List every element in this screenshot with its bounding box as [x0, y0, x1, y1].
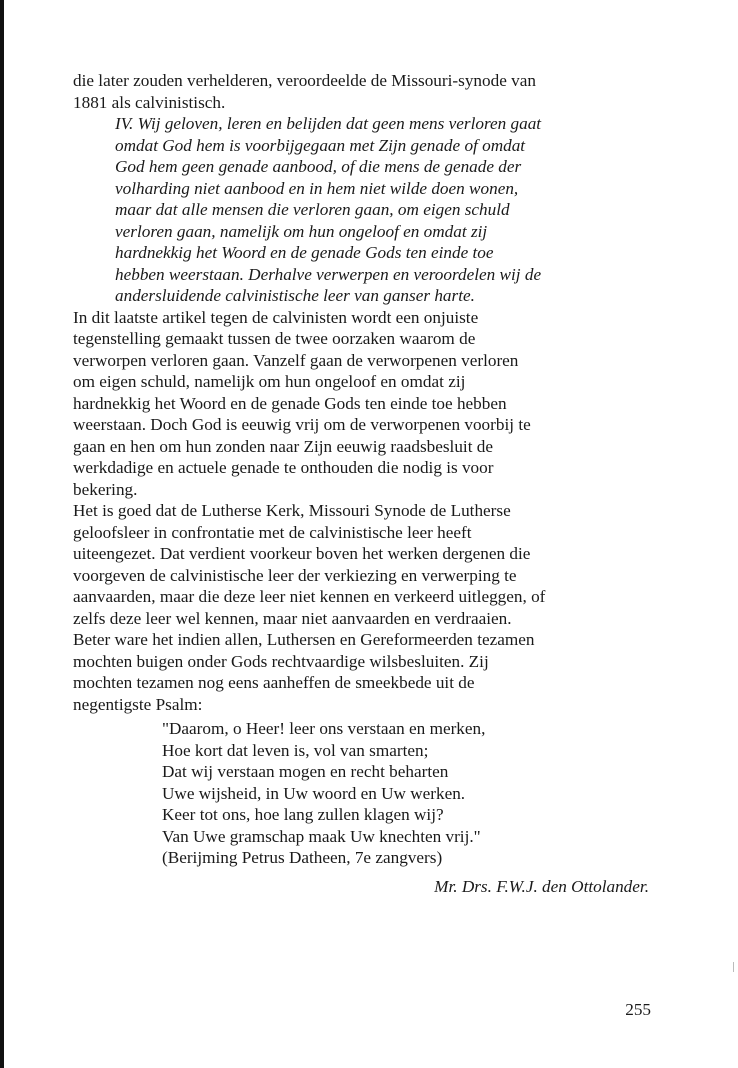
- poem-line: Dat wij verstaan mogen en recht beharten: [162, 762, 449, 781]
- text-line: andersluidende calvinistische leer van ganser harte.: [115, 286, 475, 305]
- text-line: hardnekkig het Woord en de genade Gods ten einde toe: [115, 243, 494, 262]
- text-line: verworpen verloren gaan. Vanzelf gaan de verworpenen verloren: [73, 350, 519, 370]
- text-line: aanvaarden, maar die deze leer niet kennen en verkeerd uitleggen, of: [73, 587, 546, 606]
- text-line: zelfs deze leer wel kennen, maar niet aanvaarden en verdraaien.: [73, 608, 512, 628]
- text-line: In dit laatste artikel tegen de calvinisten wordt een onjuiste: [73, 307, 479, 327]
- text-line: voorgeven de calvinistische leer der verkiezing en verwerping te: [73, 565, 517, 585]
- text-line: mochten buigen onder Gods rechtvaardige wilsbesluiten. Zij: [73, 651, 489, 671]
- article-iv-quote: [73, 113, 651, 307]
- text-line: negentigste Psalm:: [73, 694, 203, 714]
- poem-citation: (Berijming Petrus Datheen, 7e zangvers): [162, 848, 443, 867]
- text-line: werkdadige en actuele genade te onthouden die nodig is voor: [73, 458, 494, 477]
- text-line: hardnekkig het Woord en de genade Gods ten einde toe hebben: [73, 393, 507, 413]
- poem-line: "Daarom, o Heer! leer ons verstaan en merken,: [162, 719, 486, 738]
- text-line: mochten tezamen nog eens aanheffen de smeekbede uit de: [73, 673, 475, 692]
- text-line: volharding niet aanbood en in hem niet wilde doen wonen,: [115, 178, 519, 198]
- text-line: gaan en hen om hun zonden naar Zijn eeuwig raadsbesluit de: [73, 436, 493, 456]
- text-line: God hem geen genade aanbood, of die mens de genade der: [115, 157, 522, 176]
- poem-line: Keer tot ons, hoe lang zullen klagen wij?: [162, 805, 444, 824]
- poem-line: Van Uwe gramschap maak Uw knechten vrij.": [162, 826, 481, 846]
- text-line: uiteengezet. Dat verdient voorkeur boven het werken dergenen die: [73, 544, 531, 563]
- poem-line: Hoe kort dat leven is, vol van smarten;: [162, 740, 429, 760]
- paragraph-2: [73, 500, 651, 715]
- text-line: die later zouden verhelderen, veroordeelde de Missouri-synode van: [73, 71, 536, 90]
- psalm-quote: [73, 718, 651, 869]
- text-line: maar dat alle mensen die verloren gaan, om eigen schuld: [115, 200, 510, 219]
- poem-line: Uwe wijsheid, in Uw woord en Uw werken.: [162, 783, 466, 803]
- text-line: geloofsleer in confrontatie met de calvinistische leer heeft: [73, 522, 472, 542]
- text-line: Het is goed dat de Lutherse Kerk, Missouri Synode de Lutherse: [73, 501, 511, 520]
- text-line: hebben weerstaan. Derhalve verwerpen en veroordelen wij de: [115, 264, 542, 284]
- text-line: omdat God hem is voorbijgegaan met Zijn genade of omdat: [115, 135, 526, 155]
- page-body: [73, 70, 651, 897]
- author-signature: Mr. Drs. F.W.J. den Ottolander.: [434, 876, 649, 896]
- text-line: 1881 als calvinistisch.: [73, 92, 226, 112]
- paragraph-1: [73, 307, 651, 501]
- page-number: 255: [625, 1000, 651, 1019]
- intro-paragraph: [73, 70, 651, 113]
- text-line: weerstaan. Doch God is eeuwig vrij om de verworpenen voorbij te: [73, 415, 531, 434]
- text-line: Beter ware het indien allen, Luthersen en Gereformeerden tezamen: [73, 630, 535, 649]
- text-line: IV. Wij geloven, leren en belijden dat geen mens verloren gaat: [115, 114, 542, 133]
- text-line: om eigen schuld, namelijk om hun ongeloof en omdat zij: [73, 372, 466, 391]
- scan-speck: [733, 962, 734, 972]
- text-line: tegenstelling gemaakt tussen de twee oorzaken waarom de: [73, 329, 476, 348]
- scan-edge: [0, 0, 4, 1068]
- text-line: verloren gaan, namelijk om hun ongeloof en omdat zij: [115, 221, 488, 241]
- text-line: bekering.: [73, 479, 138, 499]
